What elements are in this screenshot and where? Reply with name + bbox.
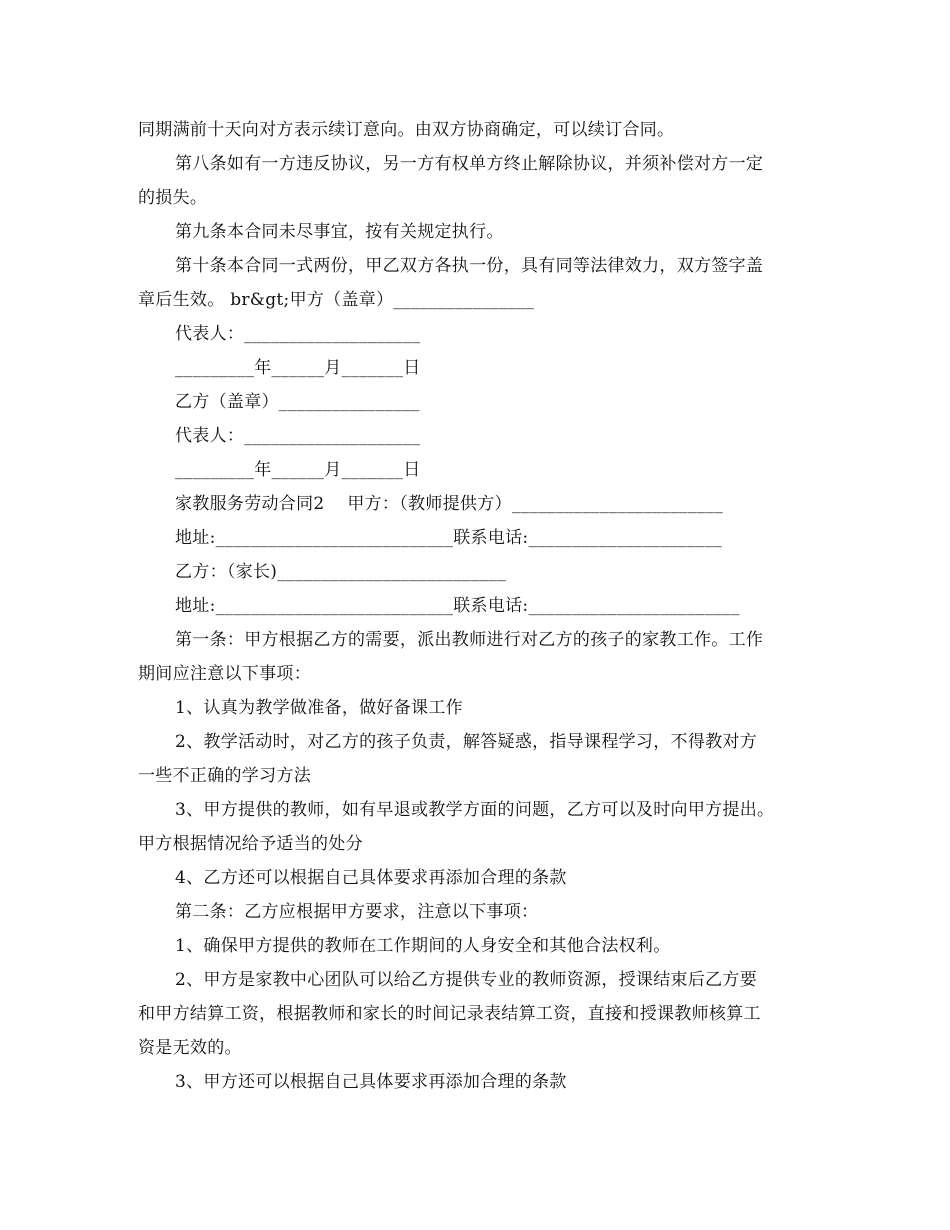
list-item: 1、认真为教学做准备，做好备课工作 xyxy=(175,698,463,718)
signature-line: 代表人：____________________ xyxy=(175,426,421,446)
date-line: _________年______月_______日 xyxy=(175,358,421,378)
list-item: 3、甲方还可以根据自己具体要求再添加合理的条款 xyxy=(175,1072,567,1092)
text-line: 和甲方结算工资，根据教师和家长的时间记录表结算工资，直接和授课教师核算工 xyxy=(138,1004,761,1024)
list-item: 4、乙方还可以根据自己具体要求再添加合理的条款 xyxy=(175,868,567,888)
text-line: 期间应注意以下事项： xyxy=(138,664,311,684)
text-line: 章后生效。 br&gt;甲方（盖章）________________ xyxy=(138,290,535,310)
list-item: 3、甲方提供的教师，如有早退或教学方面的问题，乙方可以及时向甲方提出。 xyxy=(175,800,775,820)
text-line: 第九条本合同未尽事宜，按有关规定执行。 xyxy=(175,222,504,242)
text-line: 的损失。 xyxy=(138,188,208,208)
text-line: 一些不正确的学习方法 xyxy=(138,766,311,786)
text-line: 第八条如有一方违反协议，另一方有权单方终止解除协议，并须补偿对方一定 xyxy=(175,154,764,174)
text-line: 第二条：乙方应根据甲方要求，注意以下事项： xyxy=(175,902,539,922)
text-line: 同期满前十天向对方表示续订意向。由双方协商确定，可以续订合同。 xyxy=(138,120,675,140)
text-line: 资是无效的。 xyxy=(138,1038,242,1058)
text-line: 第一条：甲方根据乙方的需要，派出教师进行对乙方的孩子的家教工作。工作 xyxy=(175,630,764,650)
list-item: 2、甲方是家教中心团队可以给乙方提供专业的教师资源，授课结束后乙方要 xyxy=(175,970,758,990)
party-line: 乙方：（家长)__________________________ xyxy=(175,562,507,582)
list-item: 1、确保甲方提供的教师在工作期间的人身安全和其他合法权利。 xyxy=(175,936,671,956)
signature-line: 代表人：____________________ xyxy=(175,324,421,344)
contract-title-line: 家教服务劳动合同2 甲方：（教师提供方）________________________ xyxy=(175,494,724,514)
signature-line: 乙方（盖章）________________ xyxy=(175,392,420,412)
list-item: 2、教学活动时，对乙方的孩子负责，解答疑惑，指导课程学习，不得教对方 xyxy=(175,732,758,752)
address-line: 地址:___________________________联系电话:______________________ xyxy=(175,528,723,548)
address-line: 地址:___________________________联系电话:________________________ xyxy=(175,596,740,616)
date-line: _________年______月_______日 xyxy=(175,460,421,480)
text-line: 第十条本合同一式两份，甲乙双方各执一份，具有同等法律效力，双方签字盖 xyxy=(175,256,764,276)
text-line: 甲方根据情况给予适当的处分 xyxy=(138,834,363,854)
